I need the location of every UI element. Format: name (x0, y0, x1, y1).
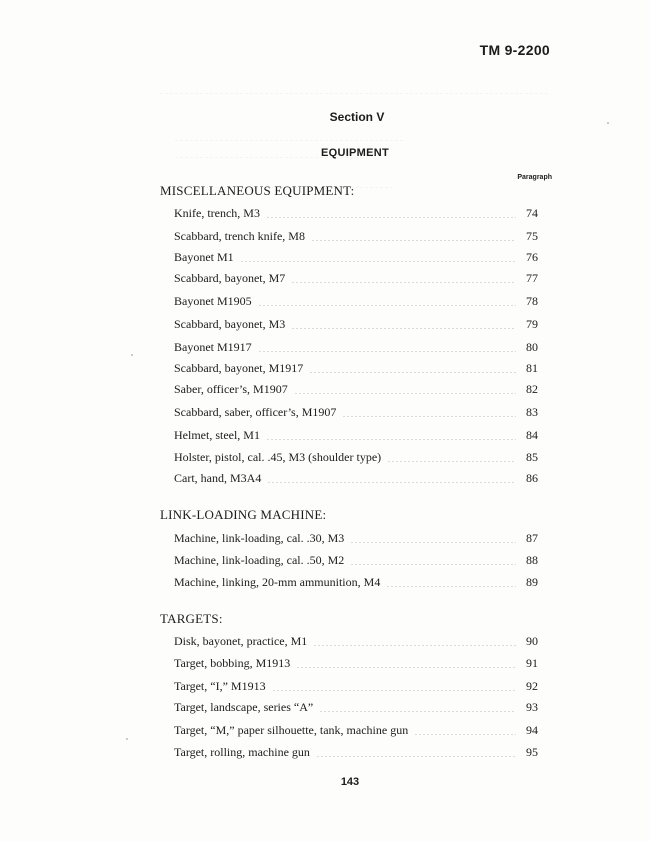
toc-entry: Target, landscape, series “A” 93 (174, 700, 538, 714)
toc-entry: Disk, bayonet, practice, M1 90 (174, 634, 538, 648)
page-number: 143 (340, 776, 360, 788)
section-title: Section V (329, 110, 385, 124)
toc-entry: Target, rolling, machine gun 95 (174, 745, 538, 759)
group-title-targets: TARGETS: (160, 611, 223, 626)
group-title-link-loading: LINK-LOADING MACHINE: (160, 507, 327, 522)
toc-entry: Scabbard, bayonet, M3 79 (174, 317, 538, 331)
toc-entry: Scabbard, saber, officer’s, M1907 83 (174, 405, 538, 419)
toc-entry: Knife, trench, M3 74 (174, 206, 538, 220)
toc-entry: Scabbard, bayonet, M7 77 (174, 271, 538, 285)
toc-entry: Target, “I,” M1913 92 (174, 679, 538, 693)
subject-title: EQUIPMENT (320, 147, 390, 159)
paragraph-column-heading: Paragraph (517, 174, 552, 181)
toc-entry: Saber, officer’s, M1907 82 (174, 382, 538, 396)
toc-entry: Helmet, steel, M1 84 (174, 428, 538, 442)
toc-entry: Bayonet M1 76 (174, 250, 538, 264)
toc-entry: Holster, pistol, cal. .45, M3 (shoulder type) 85 (174, 450, 538, 464)
toc-entry: Scabbard, trench knife, M8 75 (174, 229, 538, 243)
toc-entry: Bayonet M1905 78 (174, 294, 538, 308)
toc-entry: Target, “M,” paper silhouette, tank, machine gun 94 (174, 723, 538, 737)
toc-entry: Machine, linking, 20-mm ammunition, M4 89 (174, 575, 538, 589)
document-id: TM 9-2200 (479, 42, 550, 58)
toc-entry: Bayonet M1917 80 (174, 340, 538, 354)
toc-entry: Target, bobbing, M1913 91 (174, 656, 538, 670)
toc-entry: Scabbard, bayonet, M1917 81 (174, 361, 538, 375)
group-title-miscellaneous: MISCELLANEOUS EQUIPMENT: (160, 183, 355, 198)
toc-entry: Machine, link-loading, cal. .50, M2 88 (174, 553, 538, 567)
toc-entry: Machine, link-loading, cal. .30, M3 87 (174, 531, 538, 545)
toc-entry: Cart, hand, M3A4 86 (174, 471, 538, 485)
